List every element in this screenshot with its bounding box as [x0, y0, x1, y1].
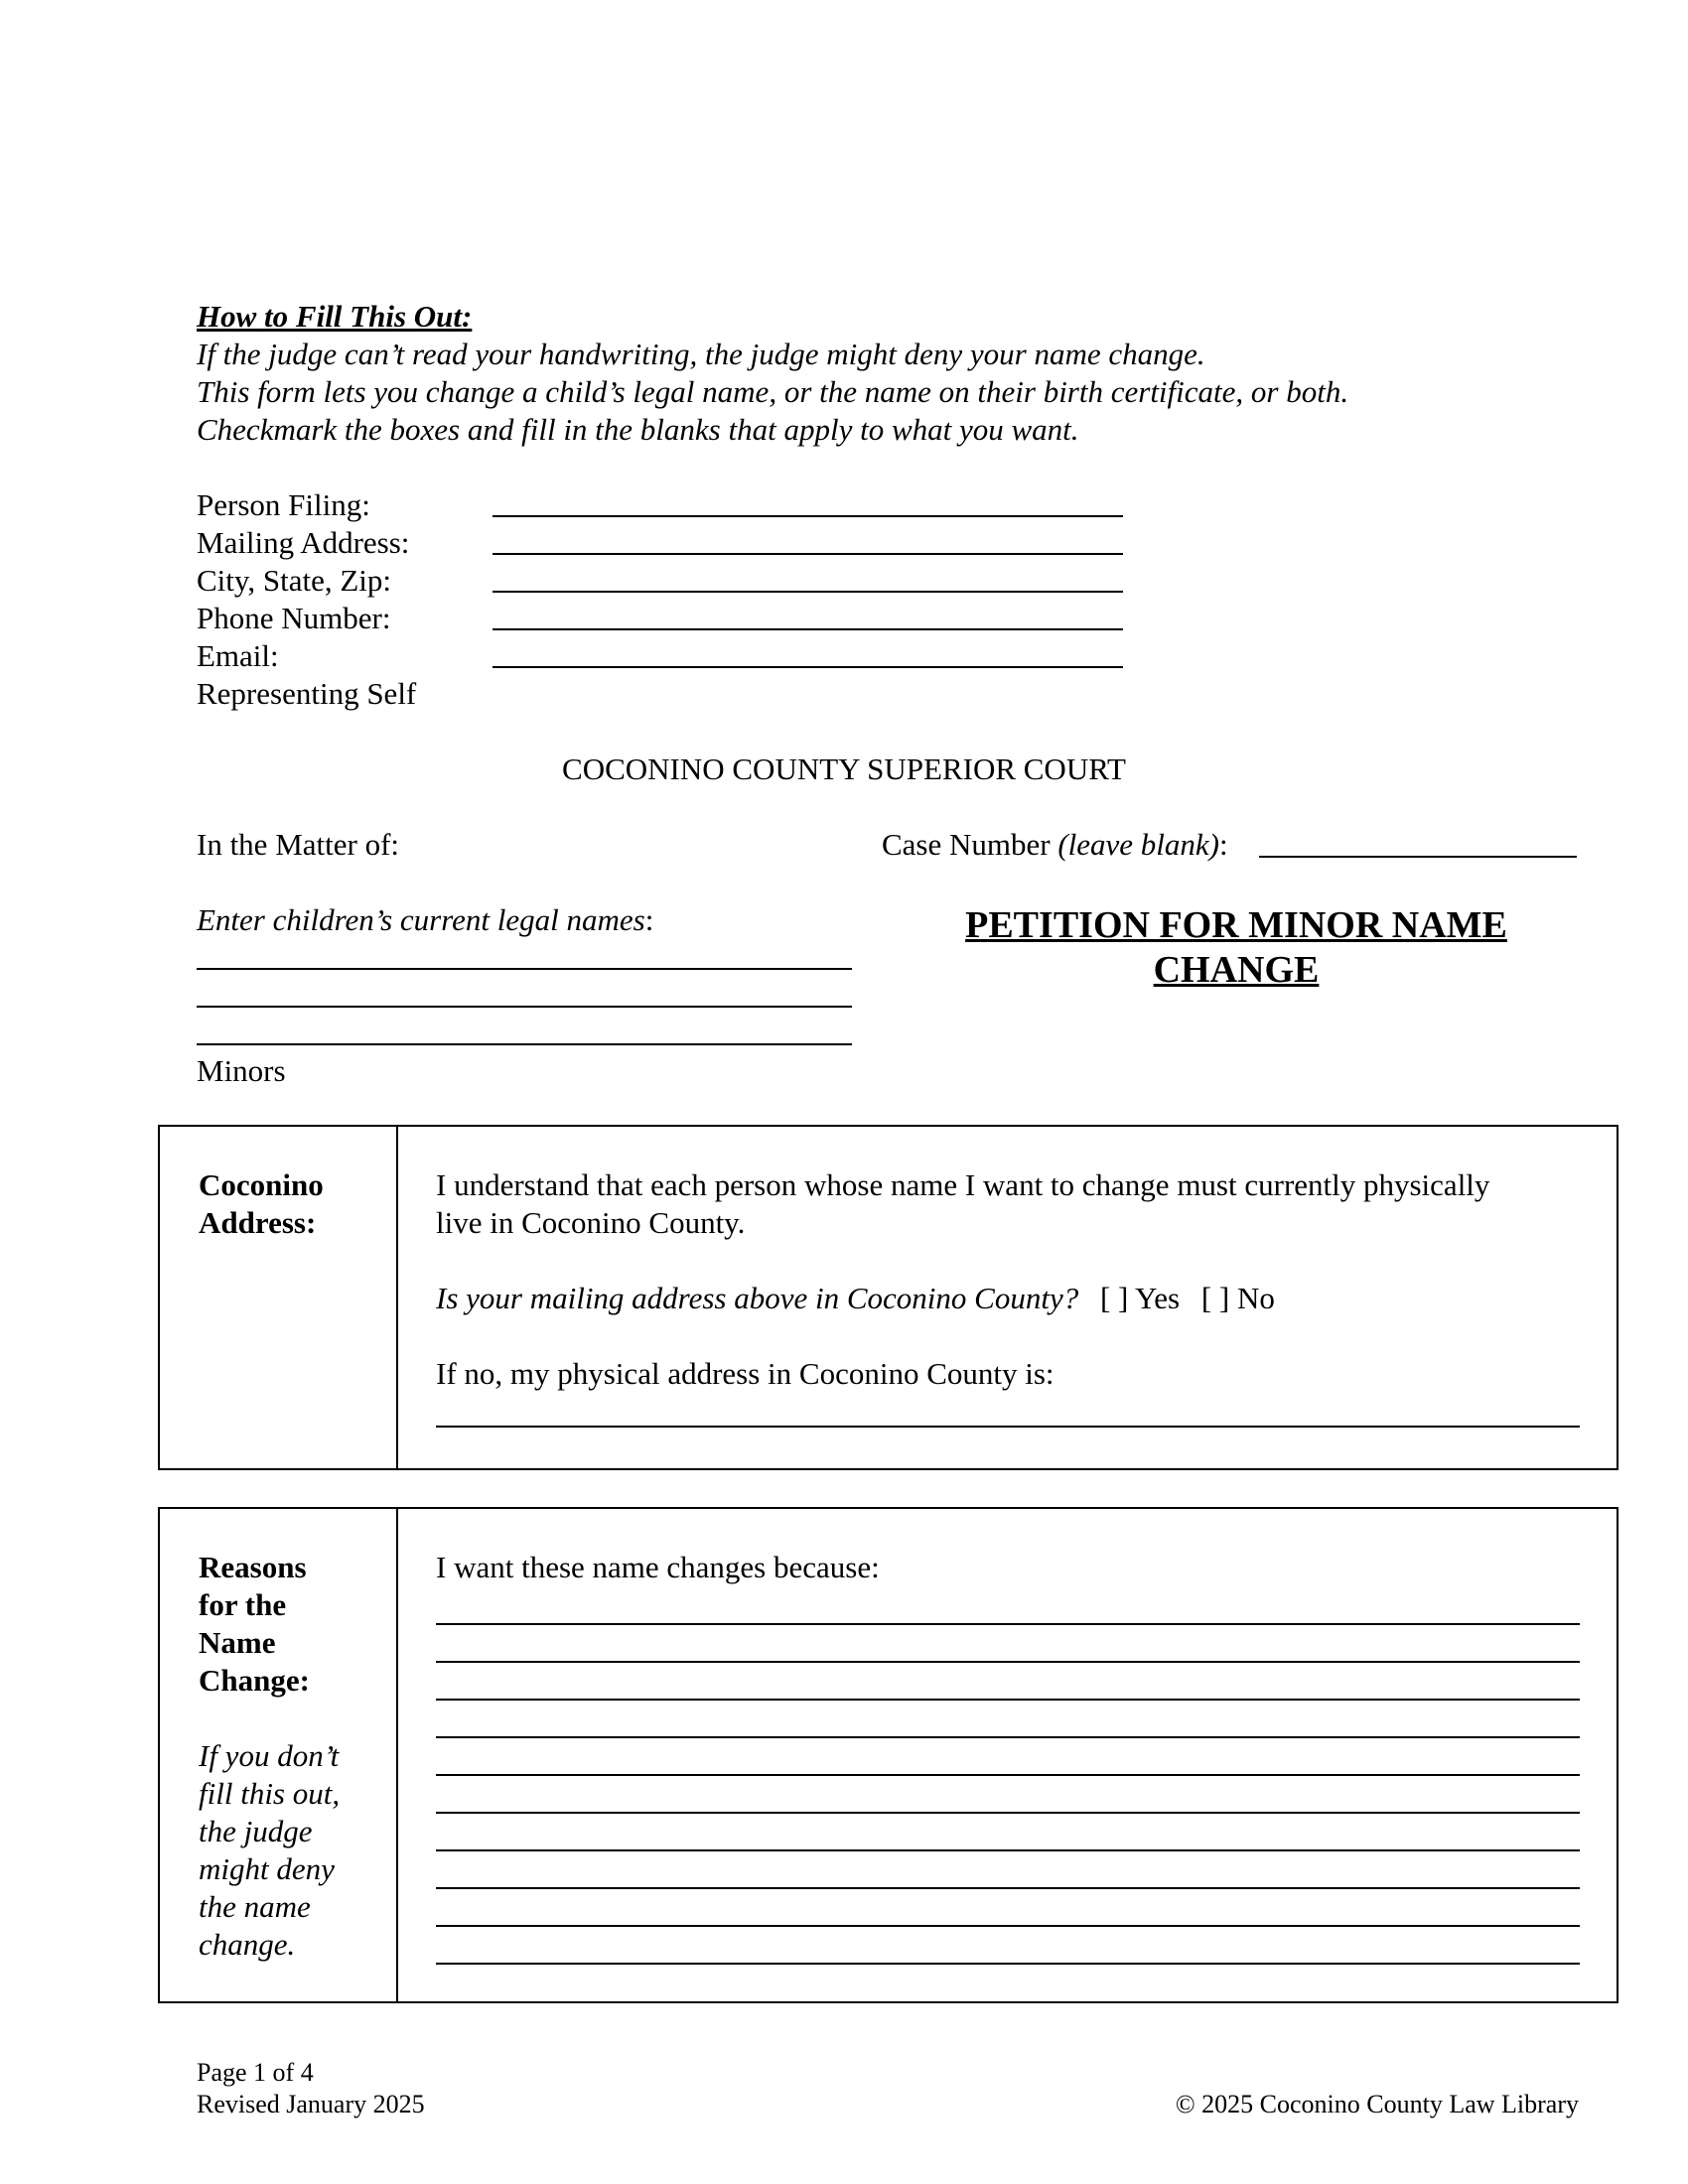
reason-line-5[interactable] — [436, 1774, 1580, 1776]
reason-line-2[interactable] — [436, 1661, 1580, 1663]
side-label-line: Reasons — [199, 1550, 307, 1584]
reasons-section — [158, 1507, 1618, 2003]
reasons-side-label — [199, 1549, 377, 1964]
petition-title-line: PETITION FOR MINOR NAME — [965, 904, 1507, 946]
representing-self-label: Representing Self — [197, 676, 417, 711]
matter-label: In the Matter of: — [197, 827, 400, 862]
side-note-line: If you don’t — [199, 1738, 340, 1773]
mailing-address-label: Mailing Address: — [197, 525, 410, 560]
side-label-line: Change: — [199, 1663, 310, 1698]
coconino-address-content — [436, 1166, 1588, 1393]
city-state-zip-field[interactable] — [492, 591, 1123, 593]
phone-number-field[interactable] — [492, 628, 1123, 630]
email-field[interactable] — [492, 666, 1123, 668]
physical-address-field[interactable] — [436, 1426, 1580, 1428]
yes-checkbox[interactable]: [ ] Yes — [1099, 1281, 1181, 1315]
phone-number-label: Phone Number: — [197, 601, 391, 635]
child-name-field-2[interactable] — [197, 1006, 852, 1008]
footer-copyright: © 2025 Coconino County Law Library — [1175, 2090, 1579, 2118]
mailing-address-question-row — [436, 1280, 1588, 1317]
reason-line-10[interactable] — [436, 1963, 1580, 1965]
petition-title-line: CHANGE — [1153, 949, 1320, 991]
reason-line-9[interactable] — [436, 1925, 1580, 1927]
case-number-colon: : — [1219, 827, 1228, 862]
minors-label: Minors — [197, 1053, 286, 1088]
footer-left — [197, 2057, 425, 2120]
reason-line-8[interactable] — [436, 1887, 1580, 1889]
mailing-address-question: Is your mailing address above in Coconino County? — [436, 1281, 1079, 1315]
children-names-colon: : — [644, 902, 654, 937]
instruction-line: Checkmark the boxes and fill in the blanks that apply to what you want. — [197, 412, 1079, 447]
reason-line-3[interactable] — [436, 1699, 1580, 1701]
side-note-line: the judge — [199, 1814, 313, 1848]
email-label: Email: — [197, 638, 279, 673]
reason-line-4[interactable] — [436, 1736, 1580, 1738]
instruction-line: This form lets you change a child’s legal name, or the name on their birth certificate, or both. — [197, 374, 1349, 409]
city-state-zip-label: City, State, Zip: — [197, 563, 392, 598]
child-name-field-1[interactable] — [197, 968, 852, 970]
reason-line-7[interactable] — [436, 1849, 1580, 1851]
residency-statement-line: I understand that each person whose name I want to change must currently physically — [436, 1167, 1490, 1202]
side-note-line: might deny — [199, 1851, 335, 1886]
person-filing-label: Person Filing: — [197, 487, 370, 522]
petition-title — [923, 903, 1549, 993]
side-label-line: Name — [199, 1625, 276, 1660]
children-names-text: Enter children’s current legal names — [197, 902, 645, 937]
reason-line-6[interactable] — [436, 1812, 1580, 1814]
side-label-line: Coconino — [199, 1167, 324, 1202]
section-divider — [396, 1509, 398, 2001]
revised-date: Revised January 2025 — [197, 2090, 425, 2118]
case-number-label — [882, 826, 1228, 864]
case-number-text: Case Number — [882, 827, 1051, 862]
reason-line-1[interactable] — [436, 1623, 1580, 1625]
reasons-prompt: I want these name changes because: — [436, 1550, 880, 1584]
instructions-title: How to Fill This Out: — [197, 299, 473, 334]
mailing-address-field[interactable] — [492, 553, 1123, 555]
section-divider — [396, 1127, 398, 1468]
physical-address-label: If no, my physical address in Coconino County is: — [436, 1356, 1055, 1391]
coconino-address-section — [158, 1125, 1618, 1470]
side-label-line: Address: — [199, 1205, 317, 1240]
side-note-line: the name — [199, 1889, 311, 1924]
instructions-block — [197, 298, 1487, 449]
residency-statement-line: live in Coconino County. — [436, 1205, 746, 1240]
court-name: COCONINO COUNTY SUPERIOR COURT — [562, 751, 1126, 786]
person-filing-field[interactable] — [492, 515, 1123, 517]
no-checkbox[interactable]: [ ] No — [1200, 1281, 1275, 1315]
side-label-line: for the — [199, 1587, 287, 1622]
case-number-hint: (leave blank) — [1057, 827, 1220, 862]
instruction-line: If the judge can’t read your handwriting, the judge might deny your name change. — [197, 337, 1205, 371]
page-number: Page 1 of 4 — [197, 2058, 314, 2087]
side-note-line: fill this out, — [199, 1776, 341, 1811]
side-note-line: change. — [199, 1927, 296, 1962]
coconino-address-side-label — [199, 1166, 377, 1242]
child-name-field-3[interactable] — [197, 1043, 852, 1045]
children-names-label — [197, 901, 653, 939]
case-number-field[interactable] — [1259, 856, 1577, 858]
